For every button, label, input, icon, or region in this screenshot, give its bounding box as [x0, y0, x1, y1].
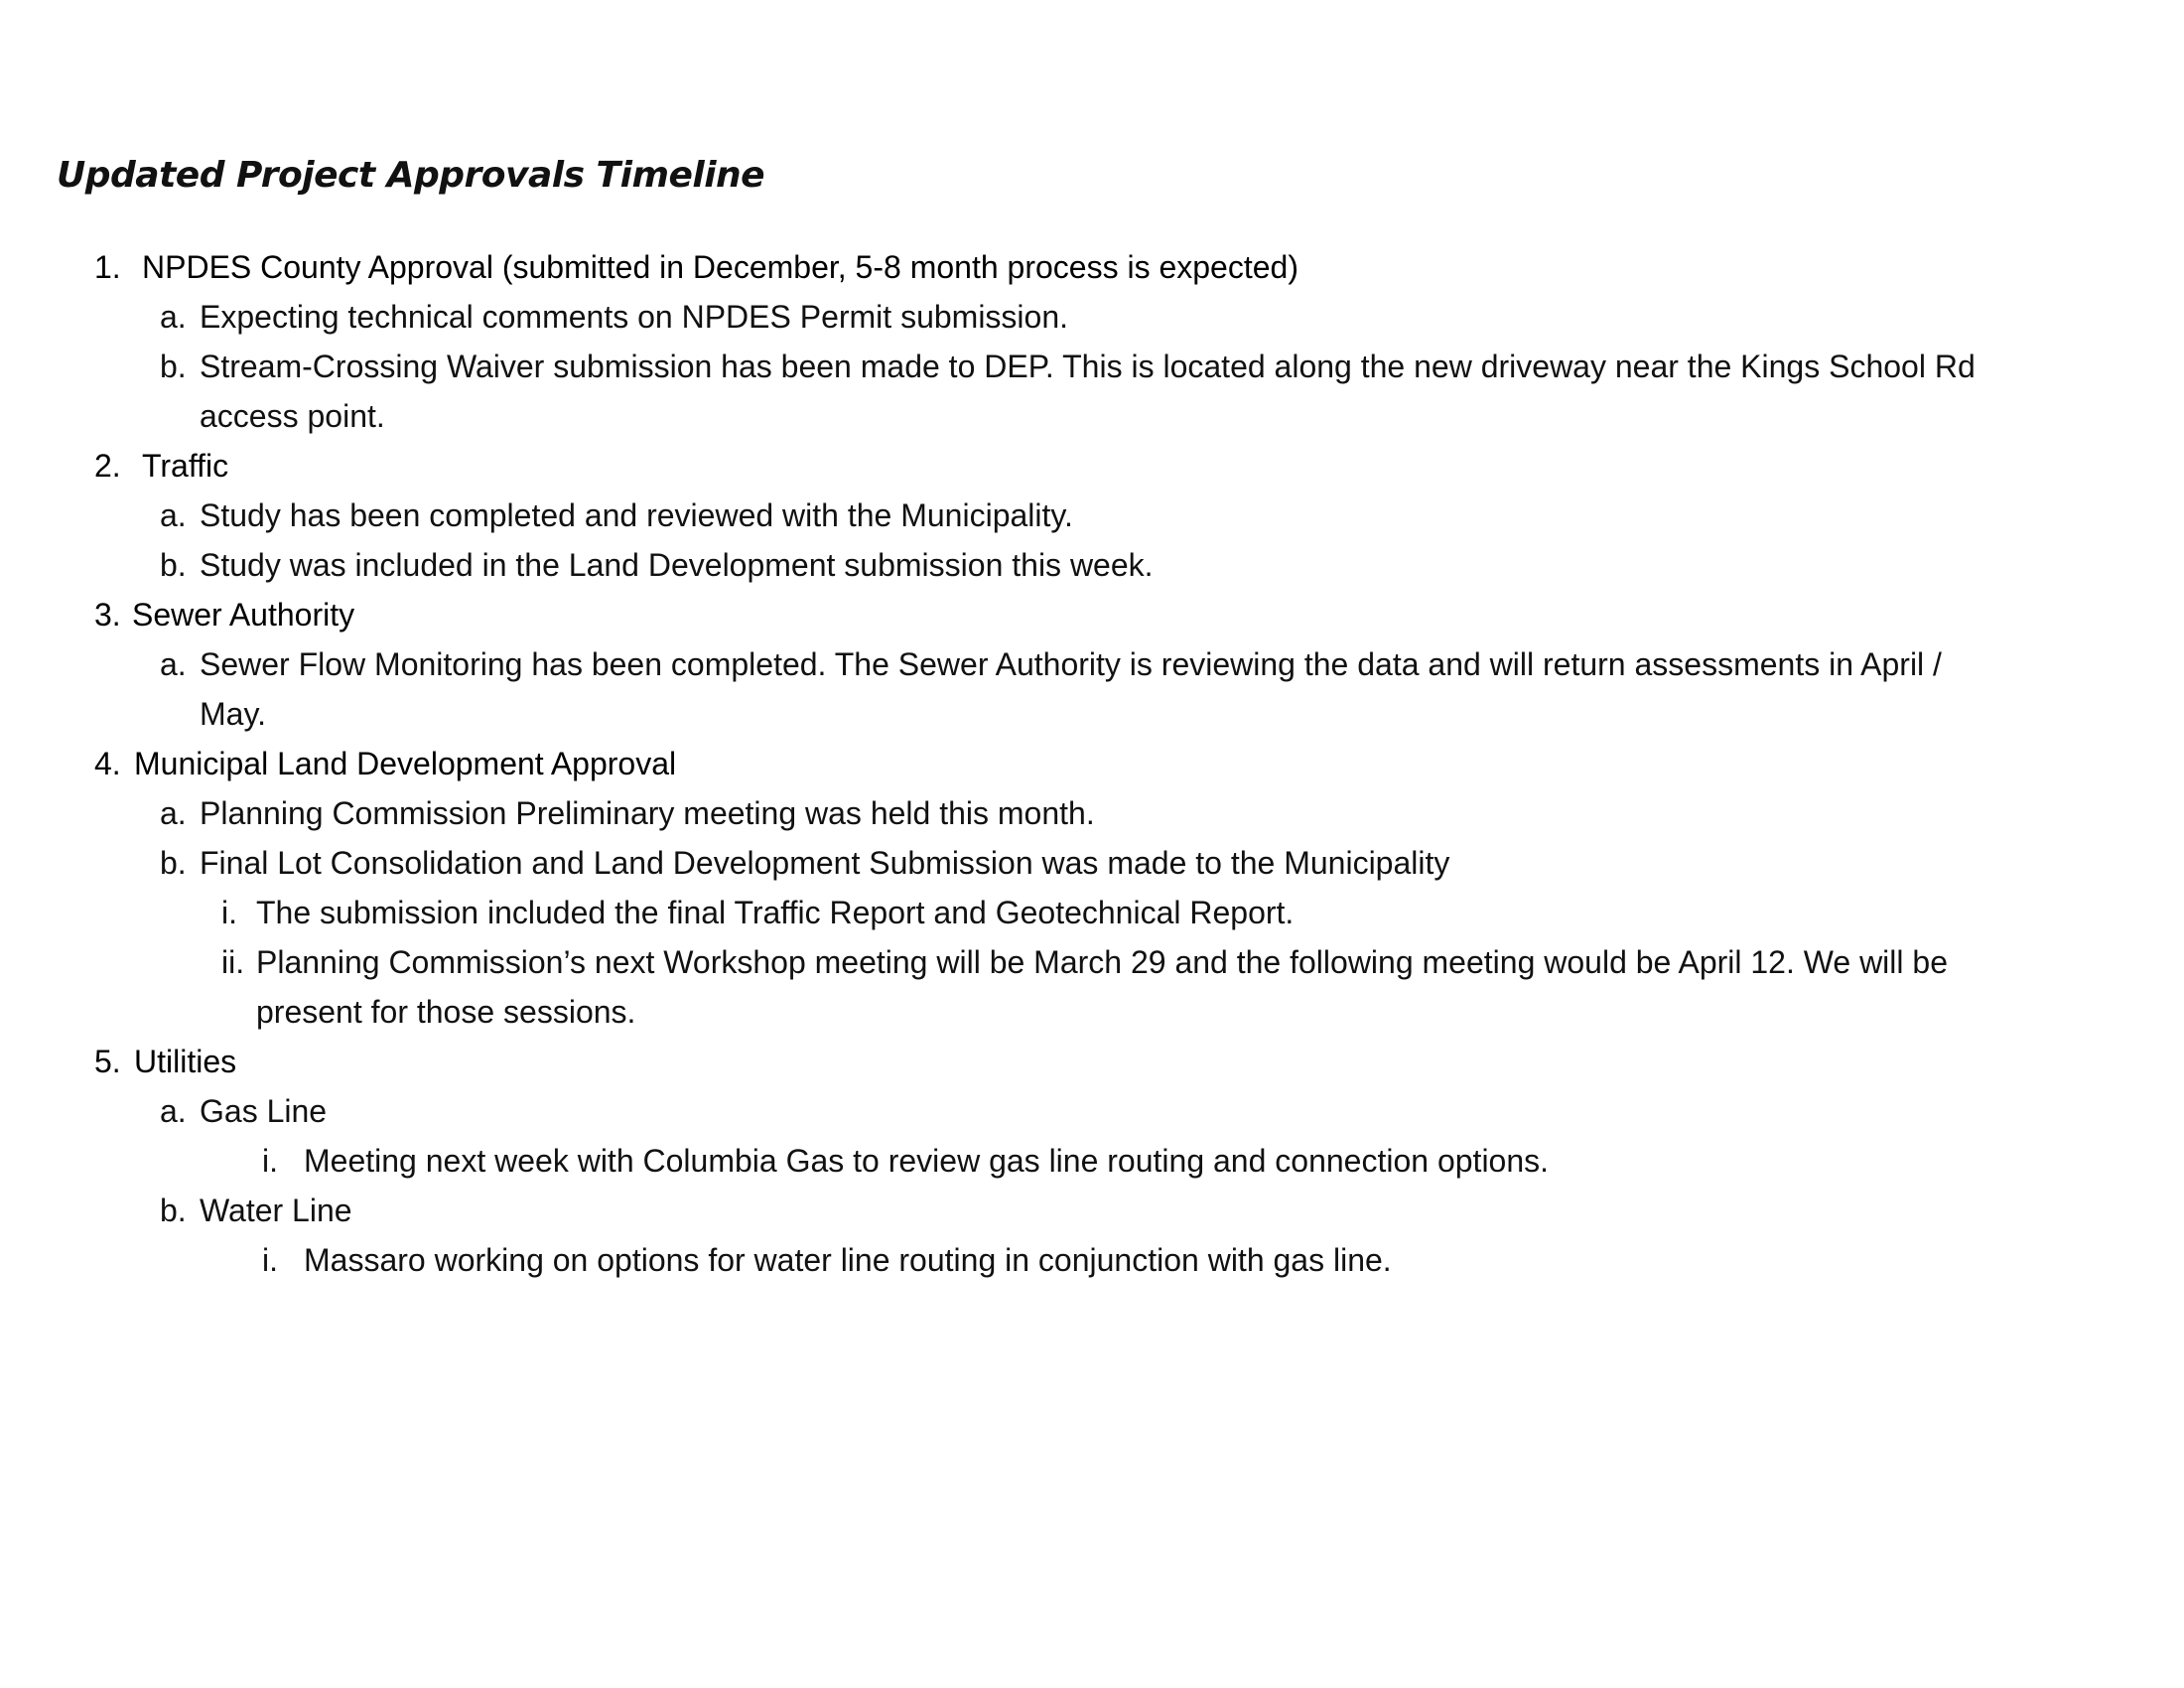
- list-item-1b: [160, 347, 1976, 386]
- list-item-3a-continued: May.: [200, 696, 266, 732]
- list-roman: ii.: [221, 944, 245, 980]
- list-text: Expecting technical comments on NPDES Permit submission.: [200, 299, 1069, 335]
- list-item-1-heading: [94, 247, 1298, 287]
- list-number: 3.: [94, 597, 121, 633]
- list-item-5b: [160, 1191, 352, 1230]
- list-letter: a.: [160, 299, 187, 335]
- list-letter: a.: [160, 795, 187, 831]
- list-item-3-heading: [94, 595, 354, 634]
- list-text: Final Lot Consolidation and Land Development Submission was made to the Municipality: [200, 845, 1450, 881]
- list-item-3a: [160, 644, 1942, 684]
- list-roman: i.: [221, 895, 237, 930]
- list-heading: Sewer Authority: [132, 597, 355, 633]
- list-item-2-heading: [94, 446, 228, 486]
- list-number: 2.: [94, 448, 121, 484]
- list-item-2a: [160, 495, 1073, 535]
- list-heading: Traffic: [142, 448, 229, 484]
- list-item-1b-continued: access point.: [200, 398, 385, 434]
- list-text: Planning Commission’s next Workshop meeting will be March 29 and the following meeting would be April 12. We will be: [256, 944, 1948, 980]
- list-item-4-heading: [94, 744, 676, 783]
- list-text: Study was included in the Land Development submission this week.: [200, 547, 1154, 583]
- list-letter: b.: [160, 845, 187, 881]
- list-letter: b.: [160, 1193, 187, 1228]
- list-item-4a: [160, 793, 1095, 833]
- list-roman: i.: [262, 1242, 278, 1278]
- list-item-4b-ii: [221, 942, 1948, 982]
- list-text: Stream-Crossing Waiver submission has been made to DEP. This is located along the new driveway near the Kings School Rd: [200, 349, 1976, 384]
- list-text: The submission included the final Traffic Report and Geotechnical Report.: [256, 895, 1295, 930]
- list-letter: b.: [160, 349, 187, 384]
- list-item-5a-i: [262, 1141, 1549, 1181]
- list-item-5a: [160, 1091, 327, 1131]
- list-number: 5.: [94, 1044, 121, 1079]
- list-item-5b-i: [262, 1240, 1392, 1280]
- list-item-2b: [160, 545, 1154, 585]
- list-item-4b-i: [221, 893, 1294, 932]
- list-item-4b: [160, 843, 1449, 883]
- list-text: Meeting next week with Columbia Gas to review gas line routing and connection options.: [304, 1143, 1550, 1179]
- list-heading: Utilities: [134, 1044, 237, 1079]
- list-text: Study has been completed and reviewed with the Municipality.: [200, 497, 1073, 533]
- list-item-1a: [160, 297, 1068, 337]
- list-text: Planning Commission Preliminary meeting was held this month.: [200, 795, 1095, 831]
- list-letter: a.: [160, 646, 187, 682]
- list-letter: b.: [160, 547, 187, 583]
- list-item-4b-ii-continued: present for those sessions.: [256, 994, 636, 1030]
- list-text: Massaro working on options for water line routing in conjunction with gas line.: [304, 1242, 1392, 1278]
- list-heading: NPDES County Approval: [142, 249, 493, 285]
- list-item-5-heading: [94, 1042, 236, 1081]
- page-title: Updated Project Approvals Timeline: [57, 155, 765, 196]
- list-letter: a.: [160, 497, 187, 533]
- list-text: Water Line: [200, 1193, 352, 1228]
- list-letter: a.: [160, 1093, 187, 1129]
- list-text: Gas Line: [200, 1093, 328, 1129]
- list-text: Sewer Flow Monitoring has been completed. The Sewer Authority is reviewing the data and will return assessments in April /: [200, 646, 1942, 682]
- list-number: 1.: [94, 249, 121, 285]
- list-heading: Municipal Land Development Approval: [134, 746, 677, 781]
- list-heading-note: (submitted in December, 5-8 month process is expected): [492, 249, 1298, 285]
- list-roman: i.: [262, 1143, 278, 1179]
- list-number: 4.: [94, 746, 121, 781]
